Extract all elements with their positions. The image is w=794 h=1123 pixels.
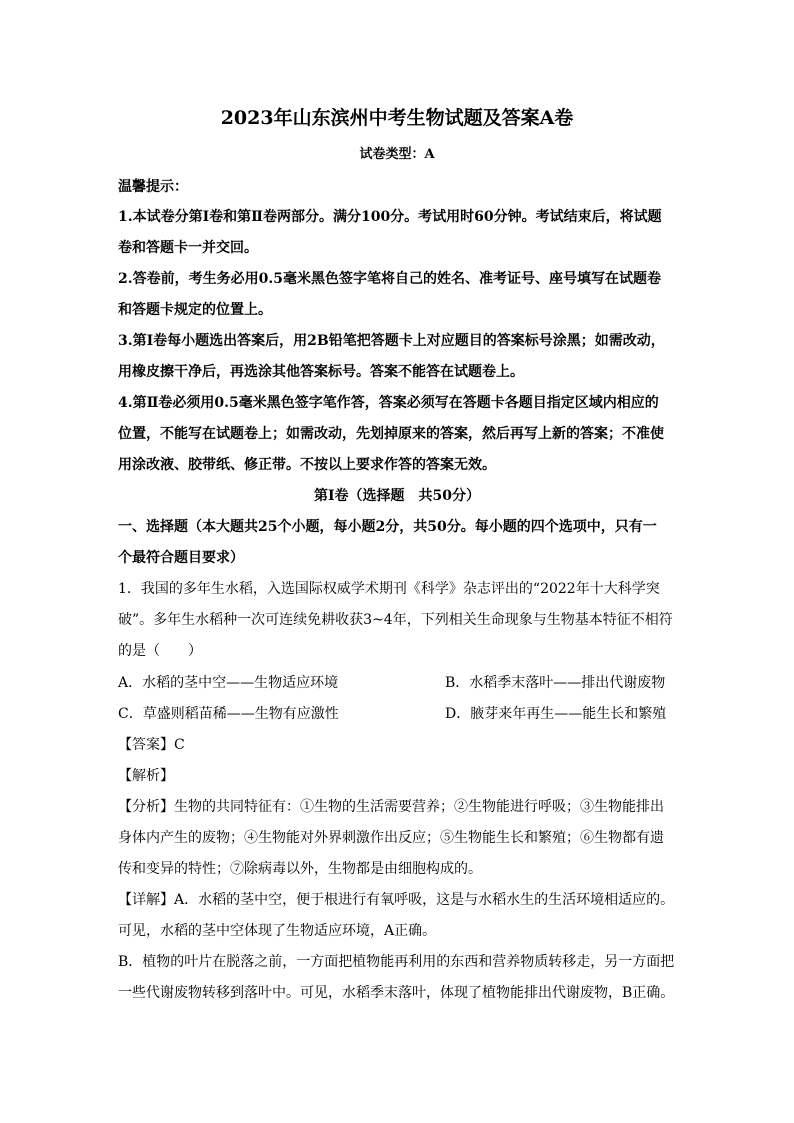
analysis-line-3: 传和变异的特性；⑦除病毒以外，生物都是由细胞构成的。 xyxy=(118,861,482,877)
option-d: D．腋芽来年再生——能生长和繁殖 xyxy=(445,706,667,722)
part-heading-line-2: 个最符合题目要求） xyxy=(118,550,244,566)
document-title: 2023年山东滨州中考生物试题及答案A卷 xyxy=(220,107,574,129)
tips-heading: 温馨提示： xyxy=(118,179,188,195)
tip-4-line-2: 位置，不能写在试题卷上；如需改动，先划掉原来的答案，然后再写上新的答案；不准使 xyxy=(118,426,664,442)
option-b: B．水稻季末落叶——排出代谢废物 xyxy=(445,675,666,691)
tip-2-line-1: 2.答卷前，考生务必用0.5毫米黑色签字笔将自己的姓名、准考证号、座号填写在试题卷 xyxy=(118,271,661,287)
question-1-line-2: 破”。多年生水稻种一次可连续免耕收获3~4年，下列相关生命现象与生物基本特征不相符 xyxy=(118,612,673,628)
tip-4-line-1: 4.第Ⅱ卷必须用0.5毫米黑色签字笔作答，答案必须写在答题卡各题目指定区域内相应的 xyxy=(118,395,659,411)
tip-3-line-1: 3.第Ⅰ卷每小题选出答案后，用2B铅笔把答题卡上对应题目的答案标号涂黑；如需改动， xyxy=(118,333,665,349)
part-heading-line-1: 一、选择题（本大题共25个小题，每小题2分，共50分。每小题的四个选项中，只有一 xyxy=(118,519,657,535)
analysis-heading: 【解析】 xyxy=(118,768,174,784)
detail-line-3: B．植物的叶片在脱落之前，一方面把植物能再利用的东西和营养物质转移走，另一方面把 xyxy=(118,954,675,970)
detail-line-1: 【详解】A．水稻的茎中空，便于根进行有氧呼吸，这是与水稻水生的生活环境相适应的。 xyxy=(118,892,675,908)
analysis-line-2: 身体内产生的废物；④生物能对外界刺激作出反应；⑤生物能生长和繁殖；⑥生物都有遗 xyxy=(118,830,664,846)
analysis-line-1: 【分析】生物的共同特征有：①生物的生活需要营养；②生物能进行呼吸；③生物能排出 xyxy=(118,799,664,815)
tip-2-line-2: 和答题卡规定的位置上。 xyxy=(118,302,272,318)
tip-1-line-2: 卷和答题卡一并交回。 xyxy=(118,240,258,256)
detail-line-4: 一些代谢废物转移到落叶中。可见，水稻季末落叶，体现了植物能排出代谢废物，B正确。 xyxy=(118,985,675,1001)
question-1-line-1: 1．我国的多年生水稻，入选国际权威学术期刊《科学》杂志评出的“2022年十大科学突 xyxy=(118,581,660,597)
tip-3-line-2: 用橡皮擦干净后，再选涂其他答案标号。答案不能答在试题卷上。 xyxy=(118,364,524,380)
answer: 【答案】C xyxy=(118,737,185,753)
tip-4-line-3: 用涂改液、胶带纸、修正带。不按以上要求作答的答案无效。 xyxy=(118,457,496,473)
detail-line-2: 可见，水稻的茎中空体现了生物适应环境，A正确。 xyxy=(118,923,437,939)
option-a: A．水稻的茎中空——生物适应环境 xyxy=(118,675,339,691)
section-title: 第Ⅰ卷（选择题 共50分） xyxy=(313,488,481,504)
question-1-line-3: 的是（ ） xyxy=(118,643,202,659)
paper-type: 试卷类型：A xyxy=(359,147,435,162)
option-c: C．草盛则稻苗稀——生物有应激性 xyxy=(118,706,339,722)
tip-1-line-1: 1.本试卷分第Ⅰ卷和第Ⅱ卷两部分。满分100分。考试用时60分钟。考试结束后，将试题 xyxy=(118,209,662,225)
